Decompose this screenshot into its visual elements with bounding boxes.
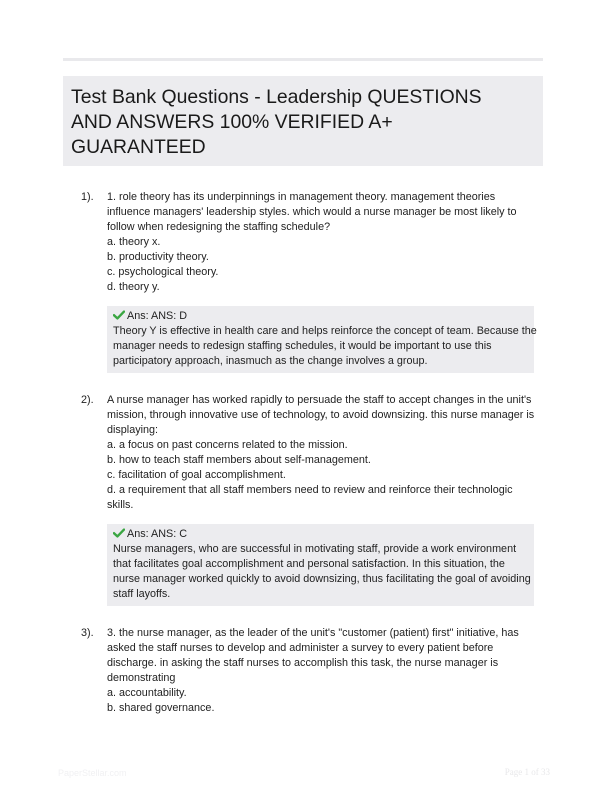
answer-label: Ans: ANS: C <box>127 528 188 540</box>
answer-header <box>113 309 528 324</box>
question-number: 2). <box>81 394 94 406</box>
option-d: d. theory y. <box>107 281 160 293</box>
answer-rationale-line: Theory Y is effective in health care and helps reinforce the concept of team. Because the <box>113 325 537 337</box>
option-c: c. facilitation of goal accomplishment. <box>107 469 286 481</box>
check-icon <box>113 310 125 320</box>
option-c: c. psychological theory. <box>107 266 219 278</box>
answer-rationale-line: Nurse managers, who are successful in motivating staff, provide a work environment <box>113 543 517 555</box>
answer-rationale-line: staff layoffs. <box>113 588 171 600</box>
top-divider <box>63 58 543 61</box>
document-title <box>71 85 535 160</box>
option-a: a. theory x. <box>107 236 161 248</box>
question-text <box>107 190 537 295</box>
option-b: b. shared governance. <box>107 702 215 714</box>
footer-watermark: PaperStellar.com <box>58 768 127 778</box>
question-text <box>107 393 537 513</box>
question-text <box>107 626 537 716</box>
question-line: 1. role theory has its underpinnings in management theory. management theories <box>107 191 496 203</box>
question-line: A nurse manager has worked rapidly to persuade the staff to accept changes in the unit's <box>107 394 532 406</box>
option-d-continued: skills. <box>107 499 134 511</box>
title-line: Test Bank Questions - Leadership QUESTIONS <box>71 86 482 108</box>
title-line: AND ANSWERS 100% VERIFIED A+ <box>71 111 393 133</box>
page-number: Page 1 of 33 <box>504 767 550 777</box>
answer-header <box>113 527 528 542</box>
question-line: influence managers' leadership styles. which would a nurse manager be most likely to <box>107 206 517 218</box>
check-icon <box>113 528 125 538</box>
answer-box <box>107 306 537 373</box>
question-line: asked the staff nurses to develop and administer a survey to every patient before <box>107 642 494 654</box>
answer-rationale-line: that facilitates goal accomplishment and personal satisfaction. In this situation, the <box>113 558 505 570</box>
option-b: b. productivity theory. <box>107 251 209 263</box>
answer-rationale-line: manager needs to redesign staffing schedules, it would be important to use this <box>113 340 492 352</box>
answer-box <box>107 524 534 606</box>
title-line: GUARANTEED <box>71 136 206 158</box>
question-number: 1). <box>81 191 94 203</box>
question-line: 3. the nurse manager, as the leader of the unit's "customer (patient) first" initiative, has <box>107 627 519 639</box>
answer-label: Ans: ANS: D <box>127 310 188 322</box>
question-line: displaying: <box>107 424 159 436</box>
answer-rationale-line: participatory approach, inasmuch as the change involves a group. <box>113 355 428 367</box>
question-line: demonstrating <box>107 672 176 684</box>
option-a: a. accountability. <box>107 687 187 699</box>
title-banner <box>63 76 543 166</box>
question-line: discharge. in asking the staff nurses to accomplish this task, the nurse manager is <box>107 657 499 669</box>
question-line: follow when redesigning the staffing schedule? <box>107 221 331 233</box>
option-d: d. a requirement that all staff members need to review and reinforce their technologic <box>107 484 513 496</box>
option-b: b. how to teach staff members about self-management. <box>107 454 371 466</box>
answer-rationale-line: nurse manager worked quickly to avoid downsizing, thus facilitating the goal of avoiding <box>113 573 531 585</box>
question-number: 3). <box>81 627 94 639</box>
question-line: mission, through innovative use of technology, to avoid downsizing. this nurse manager is <box>107 409 535 421</box>
option-a: a. a focus on past concerns related to the mission. <box>107 439 348 451</box>
